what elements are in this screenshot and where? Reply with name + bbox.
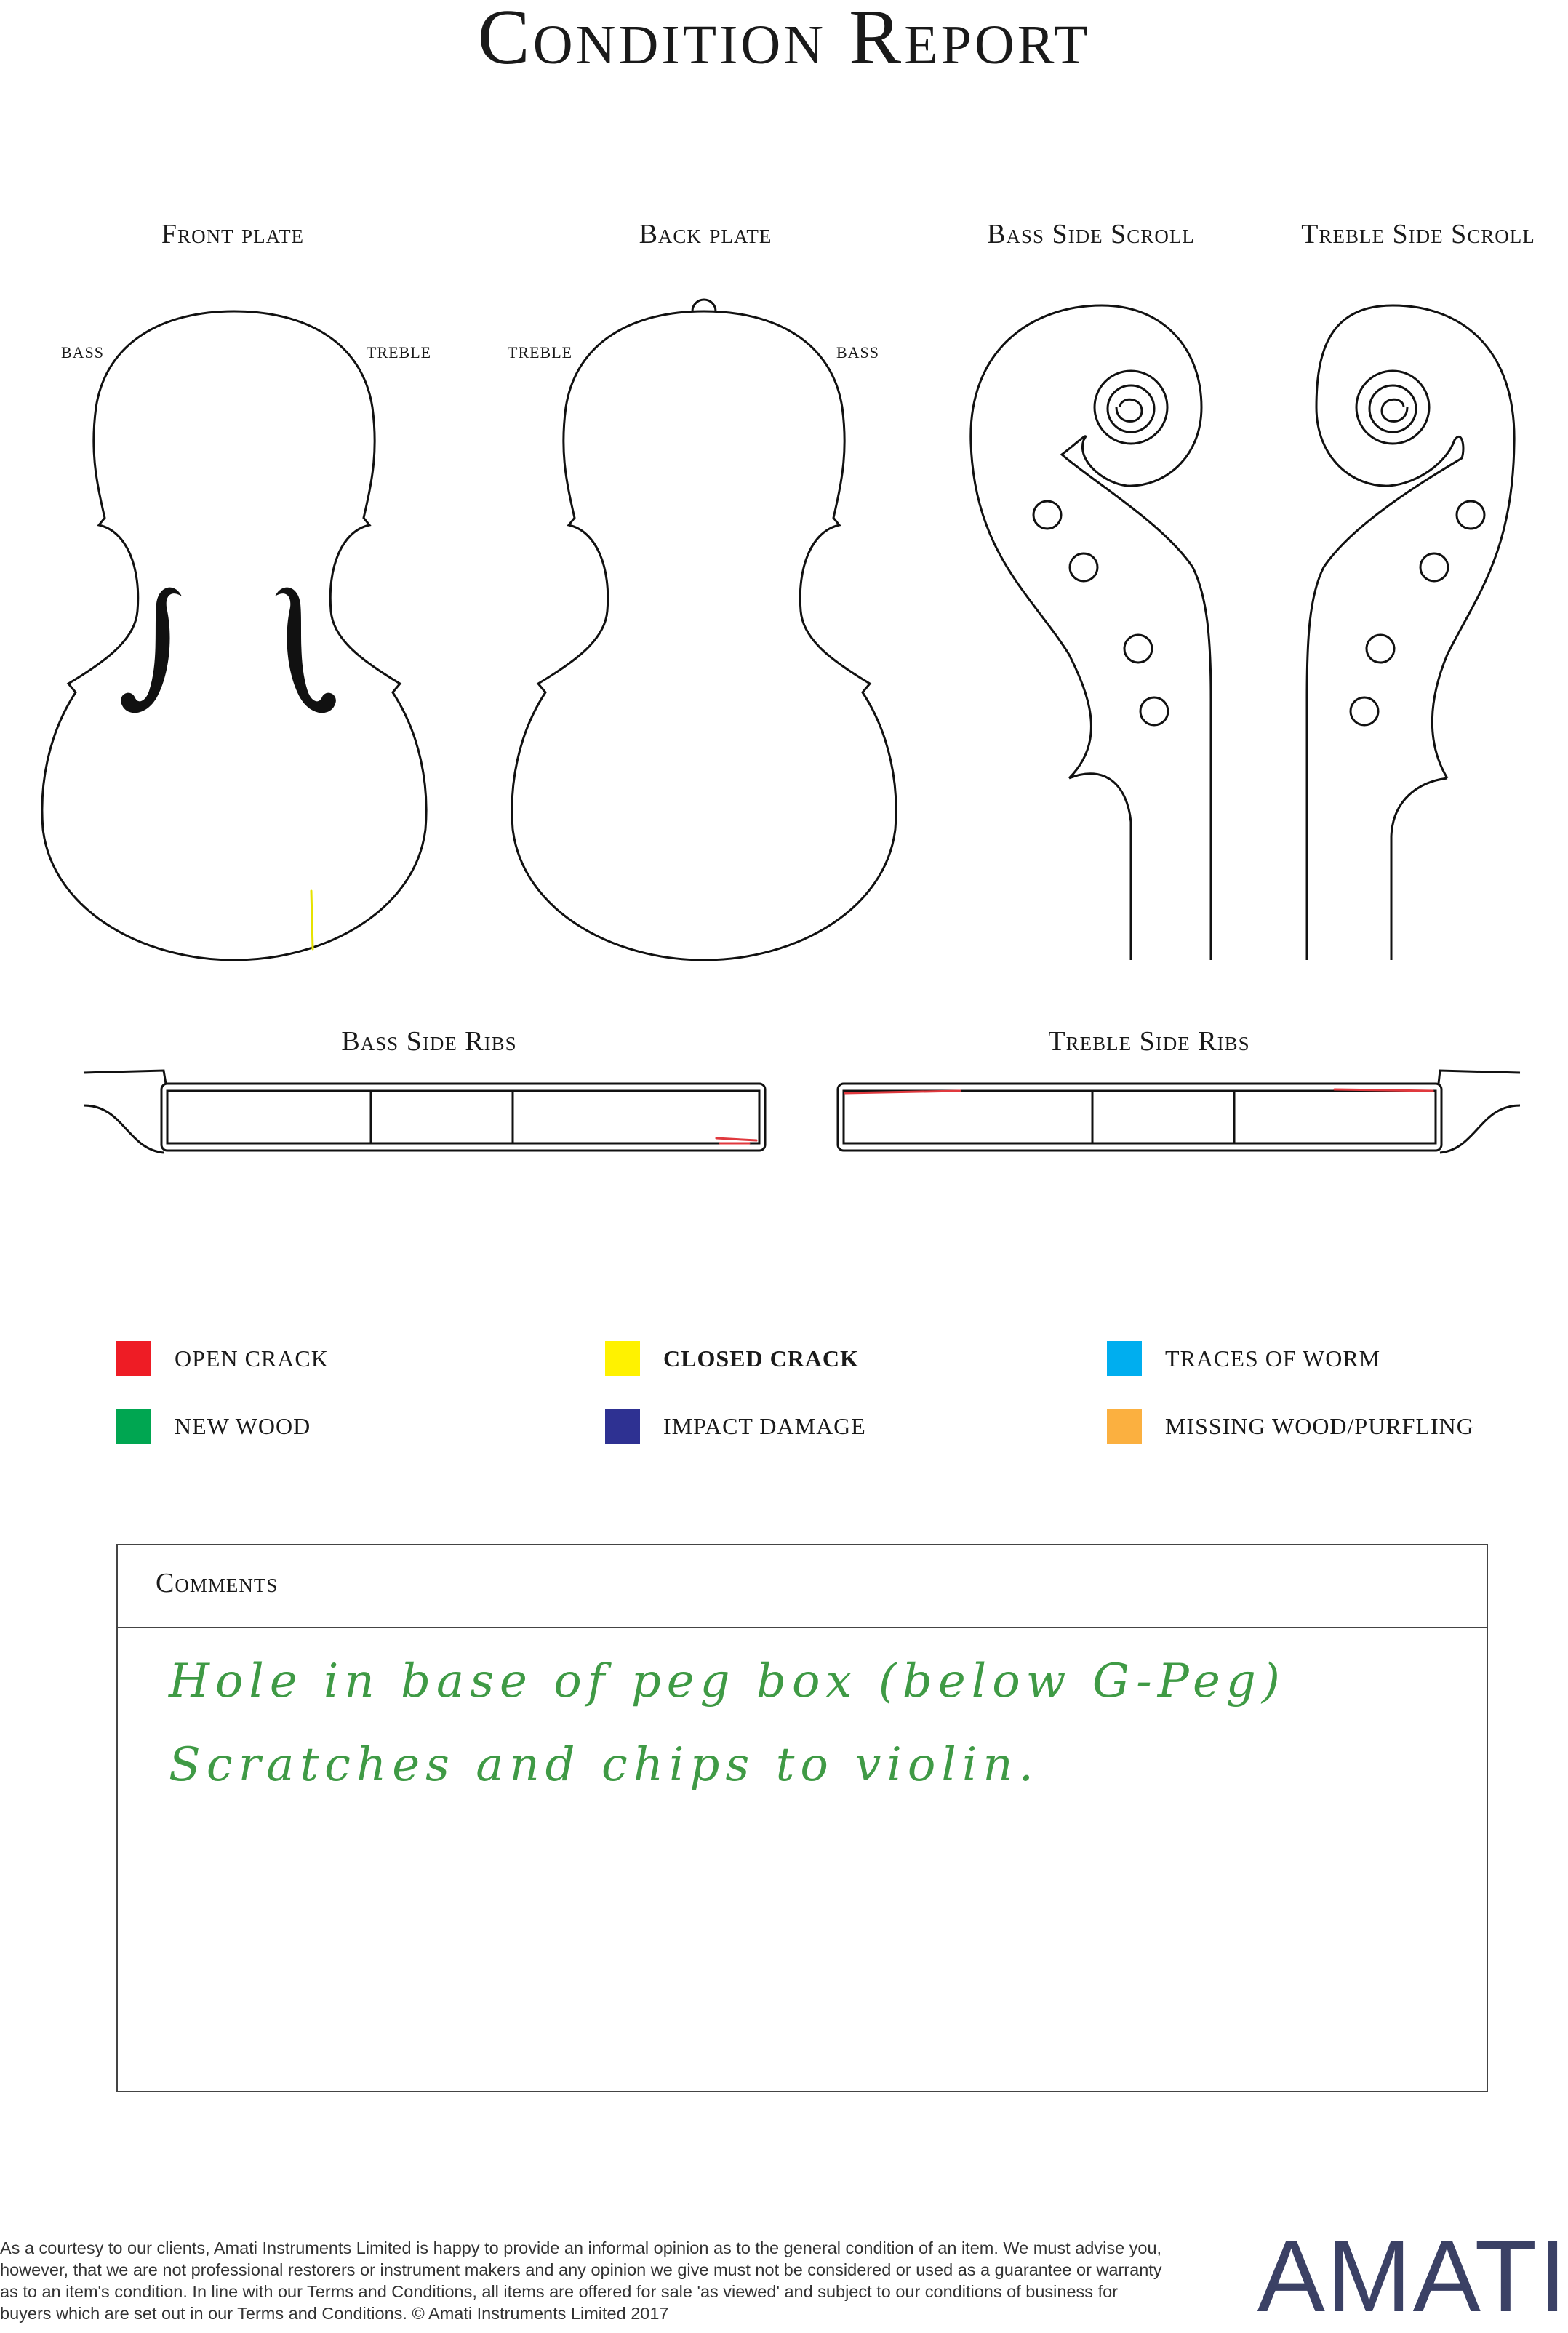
treble-scroll-drawing (1307, 305, 1514, 960)
missing-wood-swatch (1107, 1409, 1142, 1444)
back-treble-label: TREBLE (508, 343, 573, 361)
impact-damage-swatch (605, 1409, 640, 1444)
bass-side-ribs-label: Bass Side Ribs (341, 1026, 517, 1057)
open-crack-mark-treble-ribs-2 (1335, 1089, 1433, 1091)
amati-logo: AMATI (1257, 2219, 1568, 2333)
front-treble-label: TREBLE (367, 343, 432, 361)
traces-of-worm-swatch (1107, 1341, 1142, 1376)
legend-label: IMPACT DAMAGE (663, 1412, 866, 1439)
front-bass-label: BASS (61, 343, 105, 361)
front-plate-outline (42, 311, 426, 960)
new-wood-swatch (116, 1409, 151, 1444)
legend-label: OPEN CRACK (175, 1345, 329, 1372)
treble-side-ribs-label: Treble Side Ribs (1048, 1026, 1250, 1057)
front-plate-label: Front plate (161, 219, 305, 249)
back-plate-outline (512, 311, 896, 960)
legend-item-traces-of-worm (1107, 1340, 1380, 1377)
open-crack-swatch (116, 1341, 151, 1376)
f-hole-left (121, 588, 182, 713)
comment-line-1: Hole in base of peg box (below G-Peg) (169, 1654, 1286, 1708)
f-holes (121, 588, 336, 713)
closed-crack-swatch (605, 1341, 640, 1376)
f-hole-right (275, 588, 336, 713)
bass-ribs-drawing (84, 1071, 765, 1153)
comments-box (116, 1544, 1488, 2092)
back-plate-label: Back plate (639, 219, 772, 249)
treble-side-scroll-label: Treble Side Scroll (1301, 219, 1535, 249)
legend-label: MISSING WOOD/PURFLING (1165, 1412, 1474, 1439)
back-bass-label: BASS (836, 343, 880, 361)
closed-crack-mark (311, 891, 313, 949)
comment-line-2: Scratches and chips to violin. (169, 1738, 1039, 1792)
back-button (692, 300, 716, 311)
legend-label: CLOSED CRACK (663, 1345, 859, 1372)
legend-item-impact-damage (605, 1408, 866, 1444)
disclaimer-text: As a courtesy to our clients, Amati Instruments Limited is happy to provide an informal opinion as to the general condition of an item. We must advise you, however, that we are not professional restorers or instrument makers and any opinion we give must not be considered or used as a guarantee or warranty as to an item's condition. In line with our Terms and Conditions, all items are offered for sale 'as viewed' and subject to our conditions of business for buyers which are set out in our Terms and Conditions. © Amati Instruments Limited 2017 (0, 2238, 1162, 2323)
bass-side-scroll-label: Bass Side Scroll (987, 219, 1195, 249)
legend-item-open-crack (116, 1340, 329, 1377)
legend-item-new-wood (116, 1408, 311, 1444)
comments-header (118, 1545, 1487, 1628)
legend-item-closed-crack (605, 1340, 859, 1377)
legend-label: TRACES OF WORM (1165, 1345, 1381, 1372)
bass-scroll-drawing (971, 305, 1211, 960)
page-title: Condition Report (477, 0, 1091, 81)
comments-title: Comments (156, 1568, 279, 1598)
legend-item-missing-wood (1107, 1408, 1474, 1444)
treble-ribs-drawing (838, 1071, 1520, 1153)
legend-label: NEW WOOD (175, 1412, 311, 1439)
